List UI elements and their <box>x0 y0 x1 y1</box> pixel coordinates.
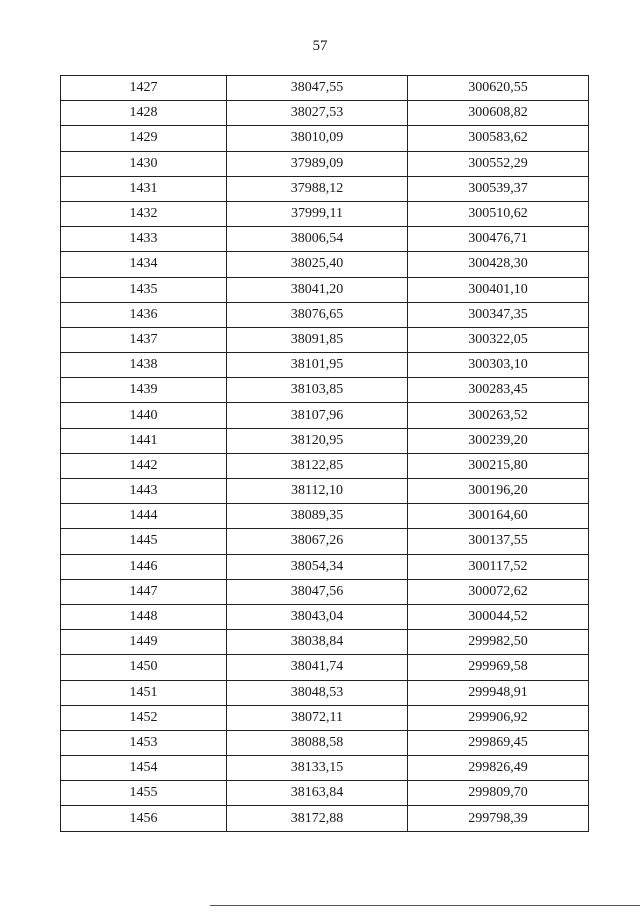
x-coordinate-cell: 38047,55 <box>227 76 408 101</box>
point-number-cell: 1453 <box>61 730 227 755</box>
x-coordinate-cell: 38172,88 <box>227 806 408 831</box>
y-coordinate-cell: 300164,60 <box>408 504 589 529</box>
table-row <box>61 806 589 831</box>
table-row <box>61 604 589 629</box>
x-coordinate-cell: 38041,74 <box>227 655 408 680</box>
x-coordinate-cell: 38067,26 <box>227 529 408 554</box>
point-number-cell: 1443 <box>61 479 227 504</box>
point-number-cell: 1437 <box>61 327 227 352</box>
table-row <box>61 554 589 579</box>
point-number-cell: 1428 <box>61 101 227 126</box>
point-number-cell: 1445 <box>61 529 227 554</box>
table-row <box>61 781 589 806</box>
point-number-cell: 1448 <box>61 604 227 629</box>
x-coordinate-cell: 38112,10 <box>227 479 408 504</box>
point-number-cell: 1456 <box>61 806 227 831</box>
y-coordinate-cell: 300347,35 <box>408 302 589 327</box>
y-coordinate-cell: 300196,20 <box>408 479 589 504</box>
table-row <box>61 101 589 126</box>
y-coordinate-cell: 299826,49 <box>408 756 589 781</box>
table-row <box>61 453 589 478</box>
y-coordinate-cell: 300539,37 <box>408 176 589 201</box>
y-coordinate-cell: 300428,30 <box>408 252 589 277</box>
y-coordinate-cell: 300215,80 <box>408 453 589 478</box>
point-number-cell: 1438 <box>61 353 227 378</box>
table-row <box>61 630 589 655</box>
y-coordinate-cell: 299809,70 <box>408 781 589 806</box>
x-coordinate-cell: 38122,85 <box>227 453 408 478</box>
y-coordinate-cell: 300283,45 <box>408 378 589 403</box>
x-coordinate-cell: 38089,35 <box>227 504 408 529</box>
point-number-cell: 1447 <box>61 579 227 604</box>
table-row <box>61 428 589 453</box>
y-coordinate-cell: 300620,55 <box>408 76 589 101</box>
table-row <box>61 529 589 554</box>
point-number-cell: 1440 <box>61 403 227 428</box>
x-coordinate-cell: 38006,54 <box>227 227 408 252</box>
x-coordinate-cell: 37988,12 <box>227 176 408 201</box>
y-coordinate-cell: 300303,10 <box>408 353 589 378</box>
point-number-cell: 1452 <box>61 705 227 730</box>
point-number-cell: 1446 <box>61 554 227 579</box>
table-row <box>61 403 589 428</box>
point-number-cell: 1434 <box>61 252 227 277</box>
x-coordinate-cell: 38041,20 <box>227 277 408 302</box>
point-number-cell: 1432 <box>61 201 227 226</box>
point-number-cell: 1433 <box>61 227 227 252</box>
table-row <box>61 655 589 680</box>
y-coordinate-cell: 299948,91 <box>408 680 589 705</box>
x-coordinate-cell: 38027,53 <box>227 101 408 126</box>
table-row <box>61 756 589 781</box>
bottom-edge-line <box>210 905 640 906</box>
x-coordinate-cell: 38088,58 <box>227 730 408 755</box>
y-coordinate-cell: 299969,58 <box>408 655 589 680</box>
point-number-cell: 1451 <box>61 680 227 705</box>
point-number-cell: 1449 <box>61 630 227 655</box>
point-number-cell: 1450 <box>61 655 227 680</box>
y-coordinate-cell: 299906,92 <box>408 705 589 730</box>
x-coordinate-cell: 37989,09 <box>227 151 408 176</box>
point-number-cell: 1429 <box>61 126 227 151</box>
x-coordinate-cell: 38120,95 <box>227 428 408 453</box>
y-coordinate-cell: 300137,55 <box>408 529 589 554</box>
point-number-cell: 1439 <box>61 378 227 403</box>
table-row <box>61 705 589 730</box>
x-coordinate-cell: 38010,09 <box>227 126 408 151</box>
table-row <box>61 201 589 226</box>
x-coordinate-cell: 38103,85 <box>227 378 408 403</box>
table-row <box>61 227 589 252</box>
point-number-cell: 1427 <box>61 76 227 101</box>
table-row <box>61 327 589 352</box>
x-coordinate-cell: 38101,95 <box>227 353 408 378</box>
y-coordinate-cell: 300608,82 <box>408 101 589 126</box>
table-row <box>61 579 589 604</box>
x-coordinate-cell: 38047,56 <box>227 579 408 604</box>
y-coordinate-cell: 300263,52 <box>408 403 589 428</box>
table-row <box>61 504 589 529</box>
point-number-cell: 1454 <box>61 756 227 781</box>
x-coordinate-cell: 38107,96 <box>227 403 408 428</box>
y-coordinate-cell: 299798,39 <box>408 806 589 831</box>
table-row <box>61 378 589 403</box>
table-row <box>61 126 589 151</box>
table-row <box>61 353 589 378</box>
point-number-cell: 1455 <box>61 781 227 806</box>
y-coordinate-cell: 300552,29 <box>408 151 589 176</box>
y-coordinate-cell: 300117,52 <box>408 554 589 579</box>
x-coordinate-cell: 38091,85 <box>227 327 408 352</box>
y-coordinate-cell: 300476,71 <box>408 227 589 252</box>
y-coordinate-cell: 299869,45 <box>408 730 589 755</box>
table-row <box>61 730 589 755</box>
point-number-cell: 1436 <box>61 302 227 327</box>
y-coordinate-cell: 300322,05 <box>408 327 589 352</box>
y-coordinate-cell: 300072,62 <box>408 579 589 604</box>
table-row <box>61 252 589 277</box>
x-coordinate-cell: 38025,40 <box>227 252 408 277</box>
y-coordinate-cell: 300239,20 <box>408 428 589 453</box>
y-coordinate-cell: 299982,50 <box>408 630 589 655</box>
x-coordinate-cell: 38076,65 <box>227 302 408 327</box>
point-number-cell: 1441 <box>61 428 227 453</box>
point-number-cell: 1435 <box>61 277 227 302</box>
x-coordinate-cell: 38163,84 <box>227 781 408 806</box>
x-coordinate-cell: 37999,11 <box>227 201 408 226</box>
x-coordinate-cell: 38133,15 <box>227 756 408 781</box>
x-coordinate-cell: 38038,84 <box>227 630 408 655</box>
coordinates-table-body <box>61 76 589 832</box>
coordinates-table <box>60 75 589 832</box>
point-number-cell: 1444 <box>61 504 227 529</box>
point-number-cell: 1442 <box>61 453 227 478</box>
y-coordinate-cell: 300583,62 <box>408 126 589 151</box>
x-coordinate-cell: 38048,53 <box>227 680 408 705</box>
y-coordinate-cell: 300510,62 <box>408 201 589 226</box>
x-coordinate-cell: 38072,11 <box>227 705 408 730</box>
x-coordinate-cell: 38054,34 <box>227 554 408 579</box>
point-number-cell: 1431 <box>61 176 227 201</box>
x-coordinate-cell: 38043,04 <box>227 604 408 629</box>
table-row <box>61 680 589 705</box>
page-number: 57 <box>312 38 328 54</box>
point-number-cell: 1430 <box>61 151 227 176</box>
table-row <box>61 76 589 101</box>
y-coordinate-cell: 300401,10 <box>408 277 589 302</box>
table-row <box>61 479 589 504</box>
table-row <box>61 277 589 302</box>
table-row <box>61 151 589 176</box>
table-row <box>61 176 589 201</box>
table-row <box>61 302 589 327</box>
y-coordinate-cell: 300044,52 <box>408 604 589 629</box>
